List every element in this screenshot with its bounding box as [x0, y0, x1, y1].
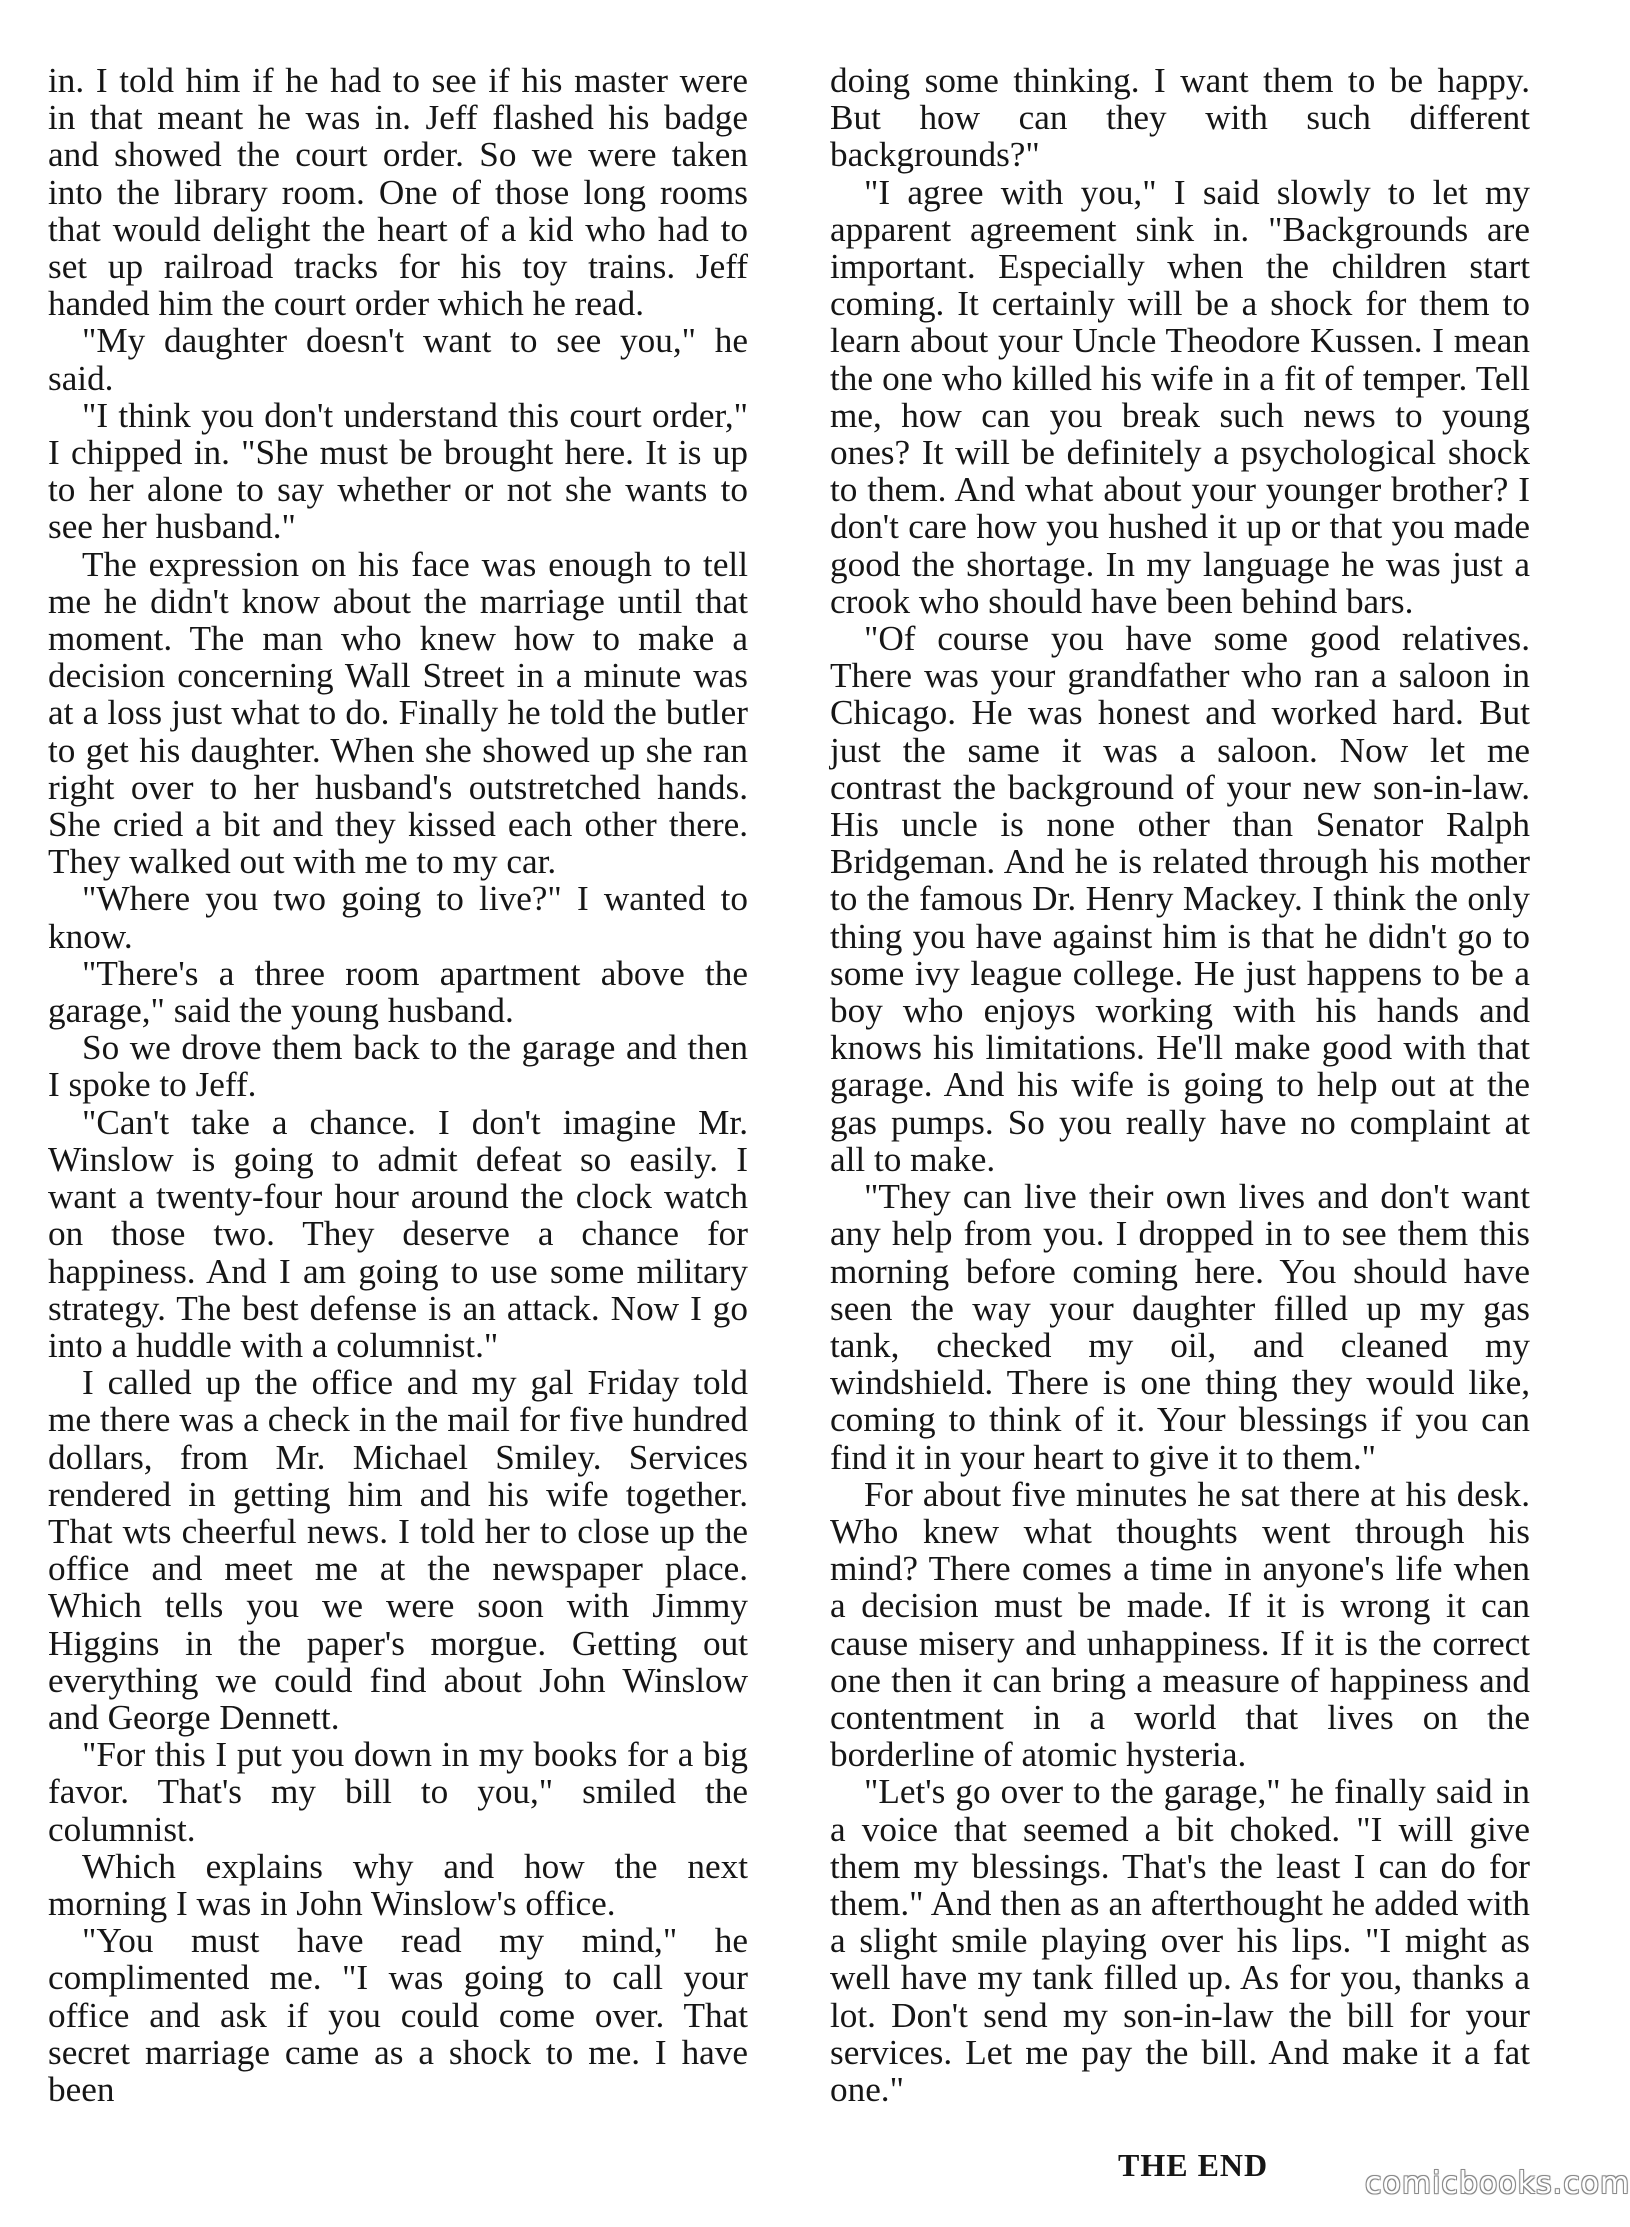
paragraph: "You must have read my mind," he complimented me. "I was going to call your office and ask if you could come over. That secret marriage came as a shock to me. I have been — [48, 1921, 748, 2109]
paragraph: "I agree with you," I said slowly to let my apparent agreement sink in. "Backgrounds are important. Especially when the children start coming. It certainly will be a shock for them to learn about your Uncle Theodore Kussen. I mean the one who killed his wife in a fit of temper. Tell me, how can you break such news to young ones? It will be definitely a psychological shock to them. And what about your younger brother? I don't care how you hushed it up or that you made good the shortage. In my language he was just a crook who should have been behind bars. — [830, 172, 1530, 621]
paragraph: For about five minutes he sat there at his desk. Who knew what thoughts went through his mind? There comes a time in anyone's life when a decision must be made. If it is wrong it can cause misery and unhappiness. If it is the correct one then it can bring a measure of happiness and contentment in a world that lives on the borderline of atomic hysteria. — [830, 1474, 1530, 1775]
paragraph: "There's a three room apartment above the garage," said the young husband. — [48, 953, 748, 1031]
paragraph: So we drove them back to the garage and then I spoke to Jeff. — [48, 1028, 748, 1105]
paragraph: The expression on his face was enough to tell me he didn't know about the marriage until that moment. The man who knew how to make a decision concerning Wall Street in a minute was at a loss just what to do. Finally he told the butler to get his daughter. When she showed up she ran right over to her husband's outstretched hands. She cried a bit and they kissed each other there. They walked out with me to my car. — [48, 544, 748, 882]
site-watermark: comicbooks.com — [1365, 2166, 1630, 2201]
left-text-column — [48, 62, 748, 2108]
the-end-label: THE END — [1118, 2147, 1269, 2183]
paragraph: in. I told him if he had to see if his master were in that meant he was in. Jeff flashed his badge and showed the court order. So we were taken into the library room. One of those long rooms that would delight the heart of a kid who had to set up railroad tracks for his toy trains. Jeff handed him the court order which he read. — [48, 61, 748, 324]
paragraph: "Where you two going to live?" I wanted to know. — [48, 879, 748, 956]
paragraph: "Of course you have some good relatives. There was your grandfather who ran a saloon in Chicago. He was honest and worked hard. But just the same it was a saloon. Now let me contrast the background of your new son-in-law. His uncle is none other than Senator Ralph Bridgeman. And he is related through his mother to the famous Dr. Henry Mackey. I think the only thing you have against him is that he didn't go to some ivy league college. He just happens to be a boy who enjoys working with his hands and knows his limitations. He'll make good with that garage. And his wife is going to help out at the gas pumps. So you really have no complaint at all to make. — [830, 619, 1530, 1179]
paragraph: doing some thinking. I want them to be happy. But how can they with such different backgrounds?" — [830, 61, 1530, 175]
paragraph: "Can't take a chance. I don't imagine Mr. Winslow is going to admit defeat so easily. I want a twenty-four hour around the clock watch on those two. They deserve a chance for happiness. And I am going to use some military strategy. The best defense is an attack. Now I go into a huddle with a columnist." — [48, 1102, 748, 1365]
paragraph: Which explains why and how the next morning I was in John Winslow's office. — [48, 1846, 748, 1923]
paragraph: I called up the office and my gal Friday told me there was a check in the mail for five hundred dollars, from Mr. Michael Smiley. Services rendered in getting him and his wife together. That wts cheerful news. I told her to close up the office and meet me at the newspaper place. Which tells you we were soon with Jimmy Higgins in the paper's morgue. Getting out everything we could find about John Winslow and George Dennett. — [48, 1363, 748, 1737]
right-text-column — [830, 62, 1530, 2108]
paragraph: "They can live their own lives and don't want any help from you. I dropped in to see them this morning before coming here. You should have seen the way your daughter filled up my gas tank, checked my oil, and cleaned my windshield. There is one thing they would like, coming to think of it. Your blessings if you can find it in your heart to give it to them." — [830, 1177, 1530, 1477]
paragraph: "My daughter doesn't want to see you," he said. — [48, 321, 748, 398]
paragraph: "Let's go over to the garage," he finally said in a voice that seemed a bit choked. "I will give them my blessings. That's the least I can do for them." And then as an afterthought he added with a slight smile playing over his lips. "I might as well have my tank filled up. As for you, thanks a lot. Don't send my son-in-law the bill for your services. Let me pay the bill. And make it a fat one." — [830, 1772, 1530, 2109]
paragraph: "For this I put you down in my books for a big favor. That's my bill to you," smiled the columnist. — [48, 1735, 748, 1849]
paragraph: "I think you don't understand this court order," I chipped in. "She must be brought here. It is up to her alone to say whether or not she wants to see her husband." — [48, 395, 748, 547]
